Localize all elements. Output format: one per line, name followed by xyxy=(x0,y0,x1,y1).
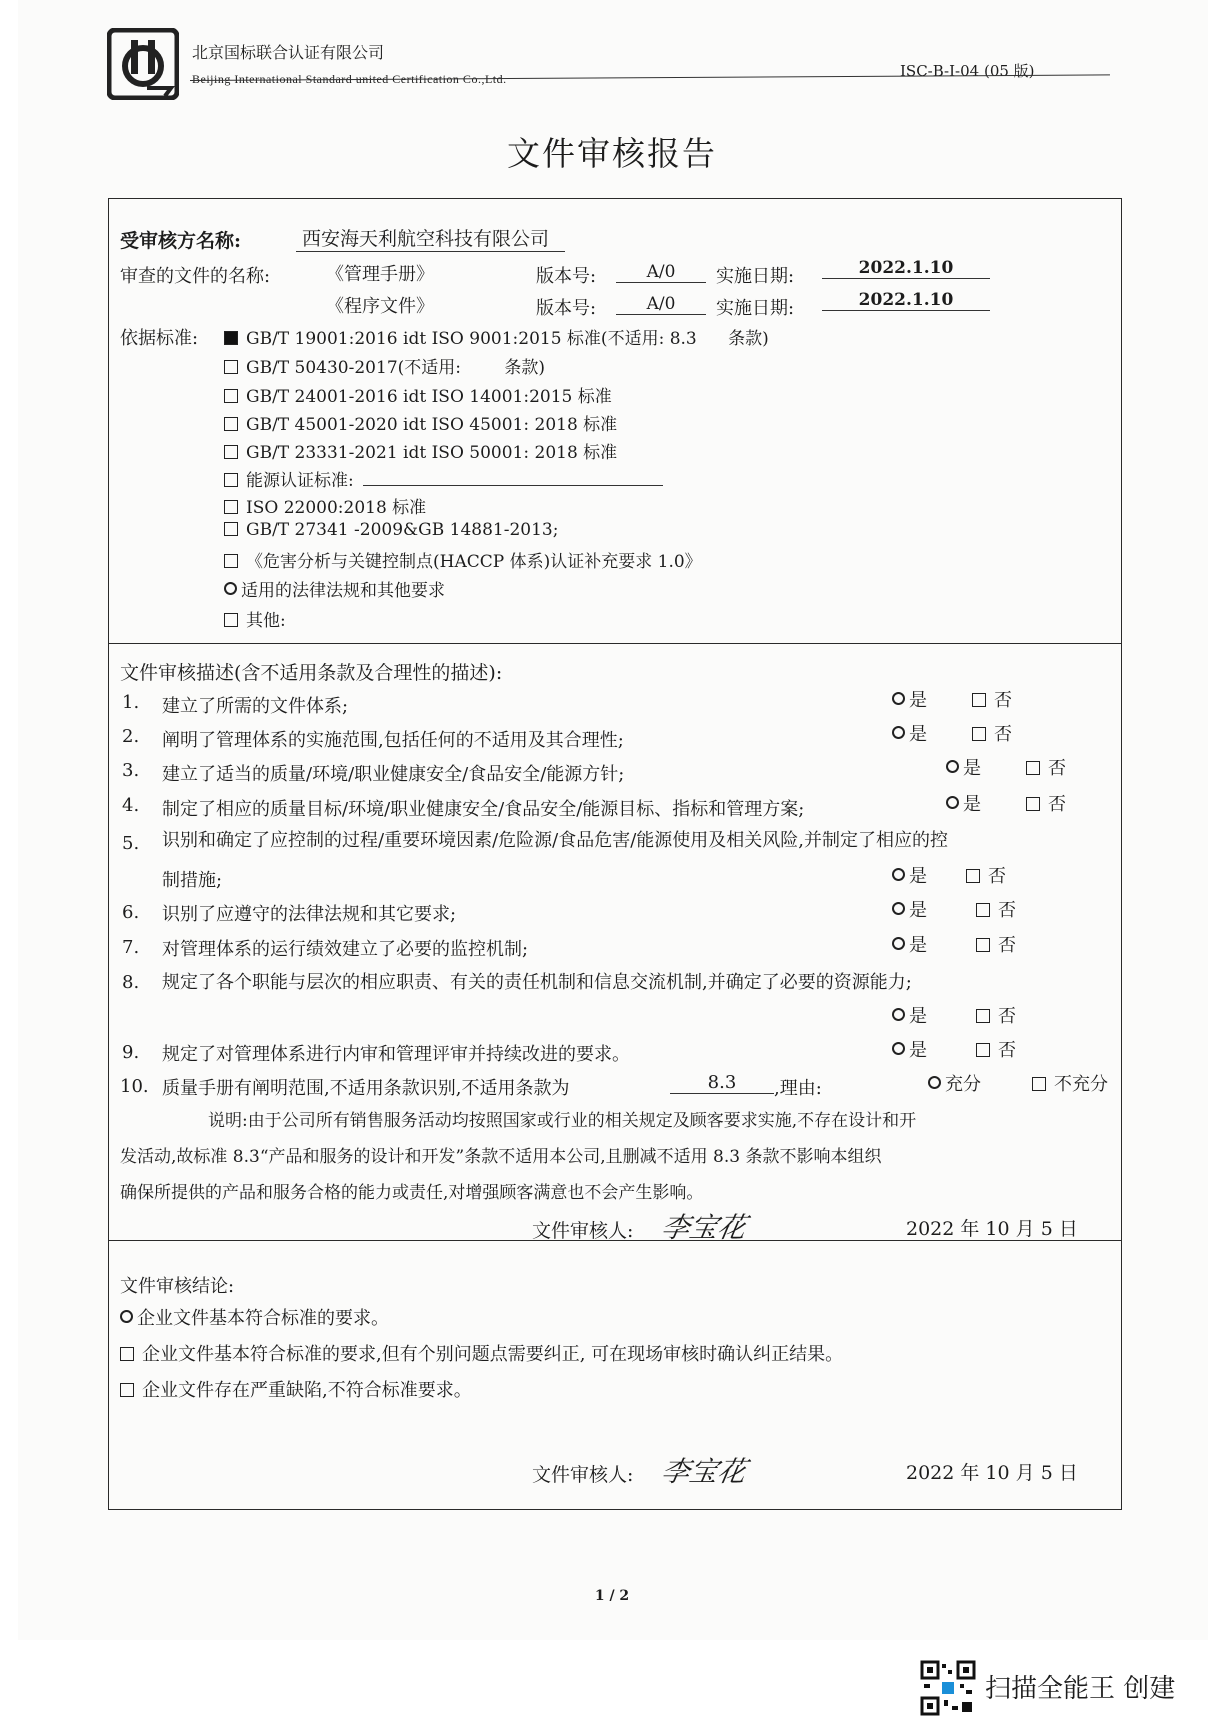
standard-item: GB/T 19001:2016 idt ISO 9001:2015 标准(不适用: 8.3 条款) xyxy=(224,324,769,349)
checkbox[interactable] xyxy=(224,445,238,459)
checkbox[interactable] xyxy=(224,613,238,627)
explanation-line: 确保所提供的产品和服务合格的能力或责任,对增强顾客满意也不会产生影响。 xyxy=(120,1183,704,1203)
company-name-en: Beijing International Standard united Certification Co.,Ltd. xyxy=(192,72,507,86)
standard-item: GB/T 50430-2017(不适用: 条款) xyxy=(224,353,545,378)
date-value: 2022.1.10 xyxy=(822,258,990,279)
page-number: 1 / 2 xyxy=(594,1588,630,1604)
checkbox[interactable] xyxy=(224,389,238,403)
standard-item: GB/T 27341 -2009&GB 14881-2013; xyxy=(224,520,558,540)
auditor-signature: 李宝花 xyxy=(658,1455,749,1488)
conclusion-option: 企业文件基本符合标准的要求,但有个别问题点需要纠正, 可在现场审核时确认纠正结果。 xyxy=(120,1340,843,1366)
conclusion-option: 企业文件基本符合标准的要求。 xyxy=(120,1304,389,1330)
checkbox[interactable] xyxy=(224,500,238,514)
form-number: ISC-B-I-04 (05 版) xyxy=(900,62,1035,80)
standard-item: 《危害分析与关键控制点(HACCP 体系)认证补充要求 1.0》 xyxy=(224,547,702,572)
radio-yes[interactable] xyxy=(892,902,905,915)
checkbox[interactable] xyxy=(120,1383,134,1397)
standard-item: 适用的法律法规和其他要求 xyxy=(224,576,445,601)
conclusion-date: 2022 年 10 月 5 日 xyxy=(906,1462,1078,1484)
date-label: 实施日期: xyxy=(716,266,795,287)
standard-item: 能源认证标准: xyxy=(224,466,663,491)
checkbox[interactable] xyxy=(224,554,238,568)
radio-yes[interactable] xyxy=(892,937,905,950)
standard-item: GB/T 24001-2016 idt ISO 14001:2015 标准 xyxy=(224,382,612,407)
radio-yes[interactable] xyxy=(946,760,959,773)
watermark-text: 扫描全能王 创建 xyxy=(985,1674,1176,1704)
standard-item: ISO 22000:2018 标准 xyxy=(224,493,426,518)
checkbox-insufficient[interactable] xyxy=(1032,1077,1046,1091)
checkbox-no[interactable] xyxy=(972,693,986,707)
version-label: 版本号: xyxy=(536,266,597,287)
standards-label: 依据标准: xyxy=(120,328,199,349)
doc-name: 《管理手册》 xyxy=(326,264,434,285)
checkbox[interactable] xyxy=(224,417,238,431)
date-value: 2022.1.10 xyxy=(822,290,990,311)
auditee-name: 西安海天利航空科技有限公司 xyxy=(296,224,565,252)
doc-name: 《程序文件》 xyxy=(326,296,434,317)
radio-yes[interactable] xyxy=(892,726,905,739)
checkbox[interactable] xyxy=(224,360,238,374)
radio-yes[interactable] xyxy=(946,796,959,809)
radio-yes[interactable] xyxy=(892,1008,905,1021)
checkbox-no[interactable] xyxy=(1026,797,1040,811)
auditor-label: 文件审核人: xyxy=(532,1220,634,1242)
checkbox-no[interactable] xyxy=(976,938,990,952)
checkbox-no[interactable] xyxy=(976,903,990,917)
qr-code-icon xyxy=(920,1660,976,1716)
version-value: A/0 xyxy=(616,262,706,283)
auditee-label: 受审核方名称: xyxy=(120,230,242,252)
date-label: 实施日期: xyxy=(716,298,795,319)
radio-selected[interactable] xyxy=(224,582,237,595)
auditor-label: 文件审核人: xyxy=(532,1464,634,1486)
standard-item: GB/T 23331-2021 idt ISO 50001: 2018 标准 xyxy=(224,438,617,463)
docs-label: 审查的文件的名称: xyxy=(120,266,271,287)
checkbox[interactable] xyxy=(224,473,238,487)
standard-item: GB/T 45001-2020 idt ISO 45001: 2018 标准 xyxy=(224,410,617,435)
radio-sufficient[interactable] xyxy=(928,1076,941,1089)
checkbox-no[interactable] xyxy=(976,1009,990,1023)
description-heading: 文件审核描述(含不适用条款及合理性的描述): xyxy=(120,662,503,684)
version-label: 版本号: xyxy=(536,298,597,319)
checkbox-checked[interactable] xyxy=(224,331,238,345)
auditor-signature: 李宝花 xyxy=(658,1211,749,1244)
report-title: 文件审核报告 xyxy=(507,134,717,173)
company-name-cn: 北京国标联合认证有限公司 xyxy=(192,43,385,62)
checkbox-no[interactable] xyxy=(976,1043,990,1057)
radio-yes[interactable] xyxy=(892,868,905,881)
audit-date: 2022 年 10 月 5 日 xyxy=(906,1218,1078,1240)
conclusion-option: 企业文件存在严重缺陷,不符合标准要求。 xyxy=(120,1376,472,1402)
energy-standard-blank[interactable] xyxy=(363,469,663,486)
version-value: A/0 xyxy=(616,294,706,315)
checkbox[interactable] xyxy=(224,522,238,536)
radio-selected[interactable] xyxy=(120,1310,133,1323)
radio-yes[interactable] xyxy=(892,1042,905,1055)
checkbox[interactable] xyxy=(120,1347,134,1361)
explanation-line: 发活动,故标准 8.3“产品和服务的设计和开发”条款不适用本公司,且删减不适用 8.3 条款不影响本组织 xyxy=(120,1147,882,1167)
clause-value: 8.3 xyxy=(670,1072,774,1094)
conclusion-heading: 文件审核结论: xyxy=(120,1276,235,1297)
checkbox-no[interactable] xyxy=(1026,761,1040,775)
standard-item: 其他: xyxy=(224,606,286,631)
divider-1 xyxy=(108,643,1122,644)
checkbox-no[interactable] xyxy=(972,727,986,741)
company-logo xyxy=(107,28,179,100)
checkbox-no[interactable] xyxy=(966,869,980,883)
radio-yes[interactable] xyxy=(892,692,905,705)
explanation-line: 说明:由于公司所有销售服务活动均按照国家或行业的相关规定及顾客要求实施,不存在设计和开 xyxy=(208,1111,917,1131)
